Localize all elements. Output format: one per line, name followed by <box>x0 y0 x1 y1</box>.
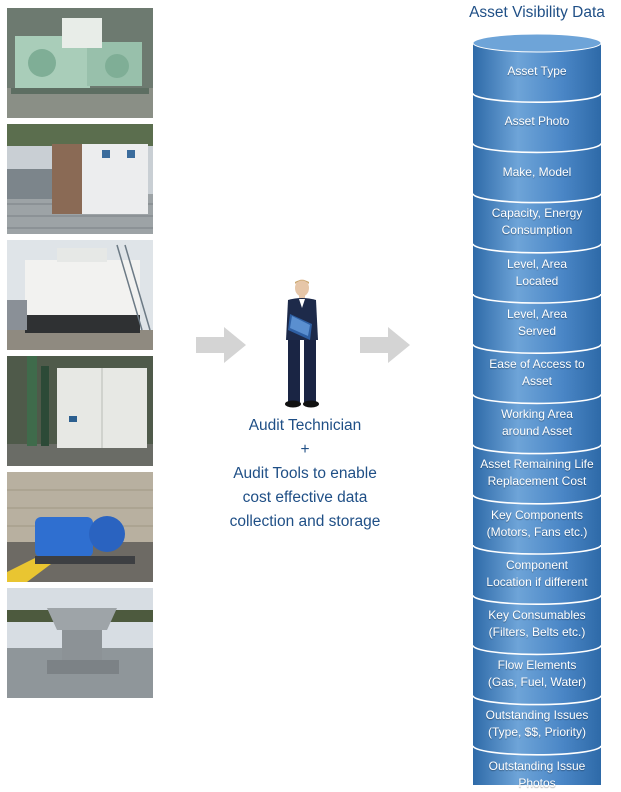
stack-item-line: Ease of Access to <box>489 356 585 371</box>
stack-item-line: Outstanding Issues <box>485 708 589 723</box>
chiller-photo <box>7 8 153 118</box>
stack-item-line: Level, Area <box>506 256 568 271</box>
technician-caption <box>200 414 410 534</box>
caption-line-5: collection and storage <box>229 513 381 530</box>
cylinder-top-cap <box>473 34 601 52</box>
stack-item-line: around Asset <box>501 424 573 439</box>
left-arrow-icon <box>196 325 246 365</box>
cabinet-photo <box>7 356 153 466</box>
stack-item-line: (Gas, Fuel, Water) <box>487 675 587 690</box>
stack-item-line: Asset Type <box>507 64 567 79</box>
stack-item-line: Flow Elements <box>497 658 577 673</box>
stack-item-label <box>472 758 602 792</box>
stack-item-line: Component <box>505 557 569 572</box>
stack-item-label <box>472 607 602 641</box>
air-handler-photo <box>7 124 153 234</box>
stack-item-line: Replacement Cost <box>487 474 587 489</box>
stack-item-label <box>472 456 602 490</box>
stack-item-line: (Motors, Fans etc.) <box>486 524 588 539</box>
technician-icon <box>272 278 332 410</box>
stack-item-line: Working Area <box>501 407 573 422</box>
stack-item-line: Asset Photo <box>504 114 570 129</box>
stack-title: Asset Visibility Data <box>469 4 605 21</box>
stack-item-label <box>472 406 602 440</box>
stack-item-line: Photos <box>518 775 556 790</box>
stack-item-label <box>472 657 602 691</box>
stack-item-line: Make, Model <box>502 164 572 179</box>
stack-item-label <box>472 356 602 390</box>
stack-item-label <box>472 63 602 80</box>
caption-line-2: + <box>300 441 310 458</box>
stack-item-label <box>472 205 602 239</box>
stack-item-label <box>472 507 602 541</box>
stack-item-line: Capacity, Energy <box>491 206 583 221</box>
cooling-tower-photo <box>7 240 153 350</box>
stack-item-label <box>472 256 602 290</box>
stack-item-line: Asset Remaining Life <box>480 457 594 472</box>
stack-item-line: Location if different <box>486 574 588 589</box>
stack-item-label <box>472 306 602 340</box>
stack-item-line: Key Components <box>490 507 584 522</box>
stack-item-label <box>472 557 602 591</box>
stack-item-line: Asset <box>521 373 552 388</box>
stack-item-line: Level, Area <box>506 306 568 321</box>
caption-line-4: cost effective data <box>242 489 368 506</box>
stack-item-line: (Filters, Belts etc.) <box>488 624 586 639</box>
stack-item-line: Consumption <box>501 223 573 238</box>
asset-data-stack <box>472 33 602 790</box>
stack-item-line: Served <box>517 323 557 338</box>
stack-item-label <box>472 164 602 181</box>
pump-motor-photo <box>7 472 153 582</box>
exhaust-fan-photo <box>7 588 153 698</box>
caption-line-1: Audit Technician <box>248 417 362 434</box>
caption-line-3: Audit Tools to enable <box>233 465 377 482</box>
stack-item-label <box>472 707 602 741</box>
right-arrow-icon <box>360 325 410 365</box>
stack-item-label <box>472 113 602 130</box>
stack-item-line: (Type, $$, Priority) <box>487 725 587 740</box>
stack-item-line: Located <box>515 273 559 288</box>
stack-item-line: Key Consumables <box>488 607 586 622</box>
stack-item-line: Outstanding Issue <box>488 758 586 773</box>
